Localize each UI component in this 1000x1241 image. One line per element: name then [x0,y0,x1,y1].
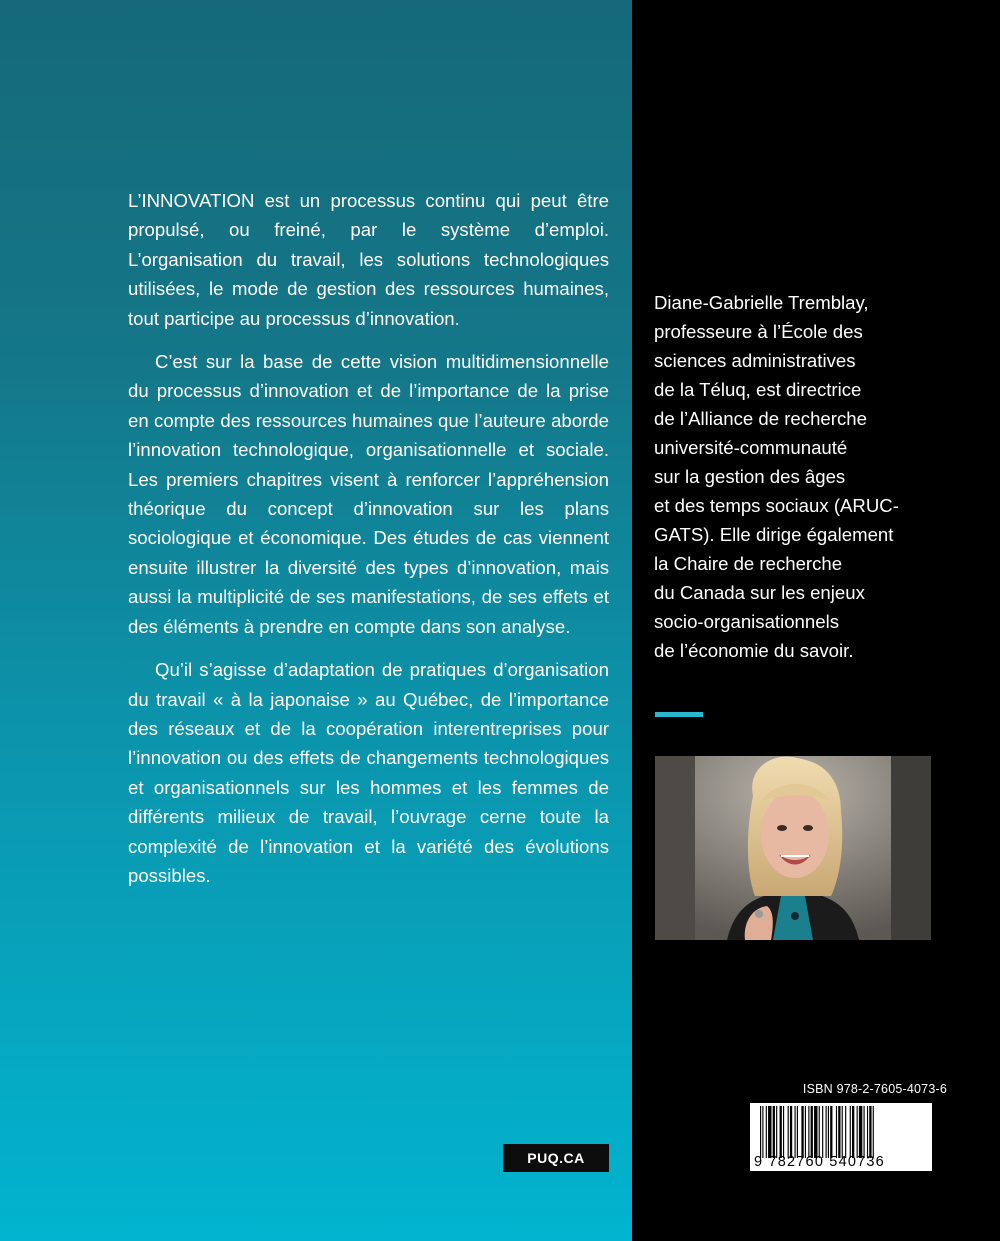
bio-line: de l’économie du savoir. [654,640,854,661]
barcode [750,1103,932,1171]
bio-line: de la Téluq, est directrice [654,379,862,400]
barcode-bar [801,1106,803,1158]
barcode-bar [819,1106,820,1158]
portrait-illustration [655,756,931,940]
barcode-bar [826,1106,827,1158]
accent-rule [655,712,703,717]
bio-line: université-communauté [654,437,848,458]
back-cover-blurb [128,186,609,904]
barcode-bar [859,1106,862,1158]
blurb-paragraph-3: Qu’il s’agisse d’adaptation de pratiques d’organisation du travail « à la japonaise » au Québec, de l’importance des réseaux et de la coopération interentreprises pour l’innovation ou des effets de changements technologiques et organisationnels sur les hommes et les femmes de différents milieux de travail, l’ouvrage cerne toute la complexité de l’innovation et la variété des évolutions possibles. [128,659,609,886]
barcode-bar [776,1106,777,1158]
barcode-digits: 9 782760 540736 [754,1154,885,1170]
barcode-bar [864,1106,865,1158]
barcode-bar [828,1106,829,1158]
barcode-bar [805,1106,806,1158]
barcode-bar [768,1106,771,1158]
barcode-bar [852,1106,854,1158]
barcode-bar [783,1106,784,1158]
barcode-bar [780,1106,782,1158]
barcode-bar [788,1106,789,1158]
author-portrait [655,756,931,940]
barcode-bar [795,1106,796,1158]
barcode-bar [836,1106,837,1158]
barcode-bar [822,1106,823,1158]
bio-line: GATS). Elle dirige également [654,524,894,545]
barcode-bar [814,1106,817,1158]
barcode-bar [766,1106,767,1158]
blurb-paragraph-1: L’INNOVATION est un processus continu qui peut être propulsé, ou freiné, par le système d’emploi. L’organisation du travail, les solutions technologiques utilisées, le mode de gestion des ressources humaines, tout participe au processus d’innovation. [128,190,609,329]
bio-line: professeure à l’École des [654,321,863,342]
barcode-bar [797,1106,798,1158]
barcode-bar [850,1106,851,1158]
barcode-bar [838,1106,840,1158]
barcode-bar [873,1106,874,1158]
barcode-bar [808,1106,809,1158]
bio-line: socio-organisationnels [654,611,840,632]
barcode-bar [790,1106,792,1158]
barcode-bar [857,1106,858,1158]
barcode-bars [758,1106,924,1158]
barcode-bar [842,1106,843,1158]
barcode-bar [867,1106,868,1158]
blurb-paragraph-2: C’est sur la base de cette vision multidimensionnelle du processus d’innovation et de l’importance de la prise en compte des ressources humaines que l’auteure aborde l’innovation technologique, organisationnelle et sociale. Les premiers chapitres visent à renforcer l’appréhension théorique du concept d’innovation sur les plans sociologique et économique. Des études de cas viennent ensuite illustrer la diversité des types d’innovation, mais aussi la multiplicité de ses manifestations, de ses effets et des éléments à prendre en compte dans son analyse. [128,351,609,637]
barcode-bar [830,1106,832,1158]
bio-line: Diane-Gabrielle Tremblay, [654,292,869,313]
bio-line: et des temps sociaux (ARUC- [654,495,899,516]
bio-line: la Chaire de recherche [654,553,843,574]
bio-line: de l’Alliance de recherche [654,408,867,429]
barcode-bar [811,1106,813,1158]
barcode-bar [773,1106,775,1158]
bio-line: sciences administratives [654,350,856,371]
publisher-badge[interactable]: PUQ.CA [503,1144,609,1172]
bio-line: du Canada sur les enjeux [654,582,865,603]
isbn-label: ISBN 978-2-7605-4073-6 [802,1082,947,1096]
bio-line: sur la gestion des âges [654,466,846,487]
barcode-bar [845,1106,846,1158]
author-bio [654,288,954,665]
barcode-bar [762,1106,763,1158]
barcode-bar [869,1106,871,1158]
barcode-bar [760,1106,761,1158]
